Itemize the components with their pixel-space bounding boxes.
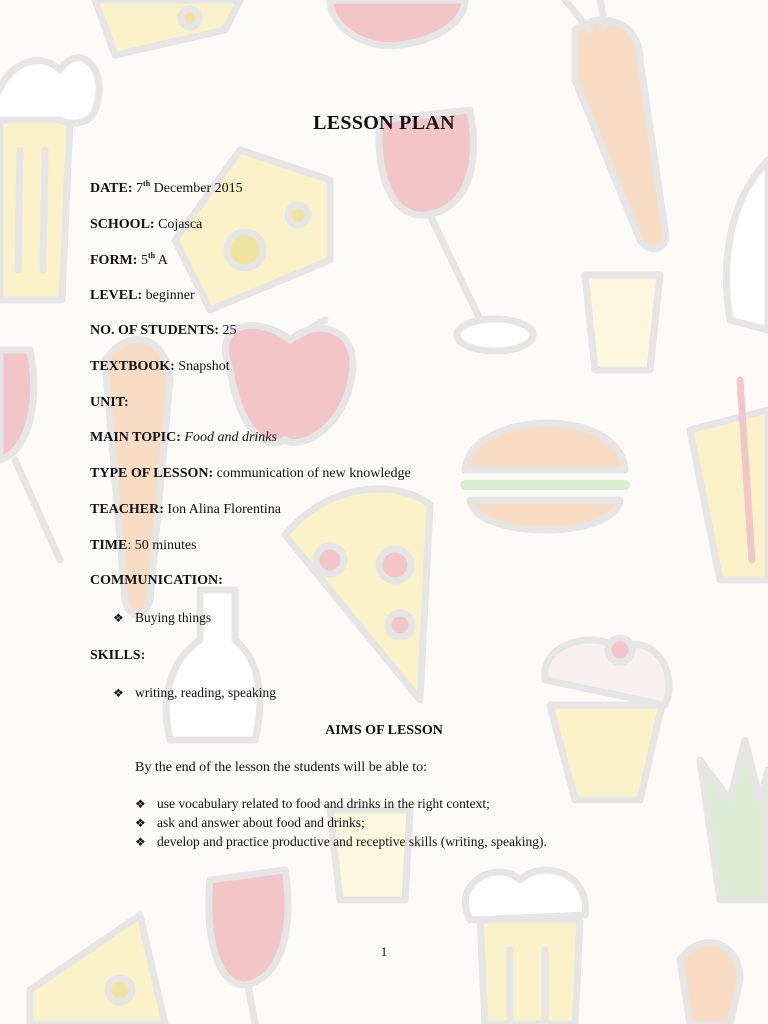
list-item: [135, 834, 547, 850]
list-item: [135, 796, 490, 812]
lesson-type-value: communication of new knowledge: [216, 466, 411, 481]
date-day: 7: [136, 181, 144, 196]
communication-label: COMMUNICATION:: [90, 573, 223, 588]
skills-item: writing, reading, speaking: [135, 685, 276, 700]
school-label: SCHOOL:: [90, 217, 155, 232]
lesson-type-label: TYPE OF LESSON:: [90, 466, 214, 481]
unit-label: UNIT:: [90, 395, 129, 410]
form-number-suffix: th: [147, 251, 156, 260]
bullet-icon: ❖: [135, 816, 146, 830]
students-value: 25: [222, 323, 237, 338]
main-topic-field: [90, 430, 277, 446]
textbook-label: TEXTBOOK:: [90, 359, 175, 374]
skills-field: [90, 648, 145, 664]
form-number: 5: [140, 253, 148, 268]
main-topic-value: Food and drinks: [184, 430, 277, 445]
list-item: [113, 685, 276, 701]
form-field: [90, 253, 168, 269]
form-value: A: [157, 253, 168, 268]
school-value: Cojasca: [158, 217, 203, 232]
date-field: [90, 181, 243, 197]
aim-item: ask and answer about food and drinks;: [157, 815, 365, 830]
students-field: [90, 323, 237, 339]
time-value: : 50 minutes: [127, 538, 197, 553]
bullet-icon: ❖: [135, 835, 146, 849]
bullet-icon: ❖: [113, 611, 124, 625]
lesson-type-field: [90, 466, 411, 482]
communication-item: Buying things: [135, 610, 212, 625]
students-label: NO. OF STUDENTS:: [90, 323, 220, 338]
bullet-icon: ❖: [135, 797, 146, 811]
page-title: LESSON PLAN: [313, 112, 455, 134]
level-label: LEVEL:: [90, 288, 143, 303]
bullet-icon: ❖: [113, 686, 124, 700]
teacher-field: [90, 502, 281, 518]
main-topic-label: MAIN TOPIC:: [90, 430, 181, 445]
skills-label: SKILLS:: [90, 648, 146, 663]
aims-heading: AIMS OF LESSON: [325, 723, 443, 738]
aim-item: use vocabulary related to food and drinks in the right context;: [157, 796, 490, 811]
list-item: [113, 610, 211, 626]
school-field: [90, 217, 202, 233]
teacher-label: TEACHER:: [90, 502, 164, 517]
level-value: beginner: [145, 288, 195, 303]
unit-field: [90, 395, 129, 411]
textbook-value: Snapshot: [178, 359, 230, 374]
time-label: TIME: [90, 538, 128, 553]
date-label: DATE:: [90, 181, 133, 196]
date-value: December 2015: [153, 181, 243, 196]
list-item: [135, 815, 365, 831]
form-label: FORM:: [90, 253, 138, 268]
teacher-value: Ion Alina Florentina: [167, 502, 281, 517]
page-number: 1: [380, 944, 388, 959]
aim-item: develop and practice productive and receptive skills (writing, speaking).: [157, 834, 547, 849]
communication-field: [90, 573, 223, 589]
textbook-field: [90, 359, 230, 375]
aims-intro: By the end of the lesson the students will be able to:: [135, 760, 428, 775]
level-field: [90, 288, 195, 304]
time-field: [90, 538, 197, 554]
date-day-suffix: th: [143, 179, 151, 188]
